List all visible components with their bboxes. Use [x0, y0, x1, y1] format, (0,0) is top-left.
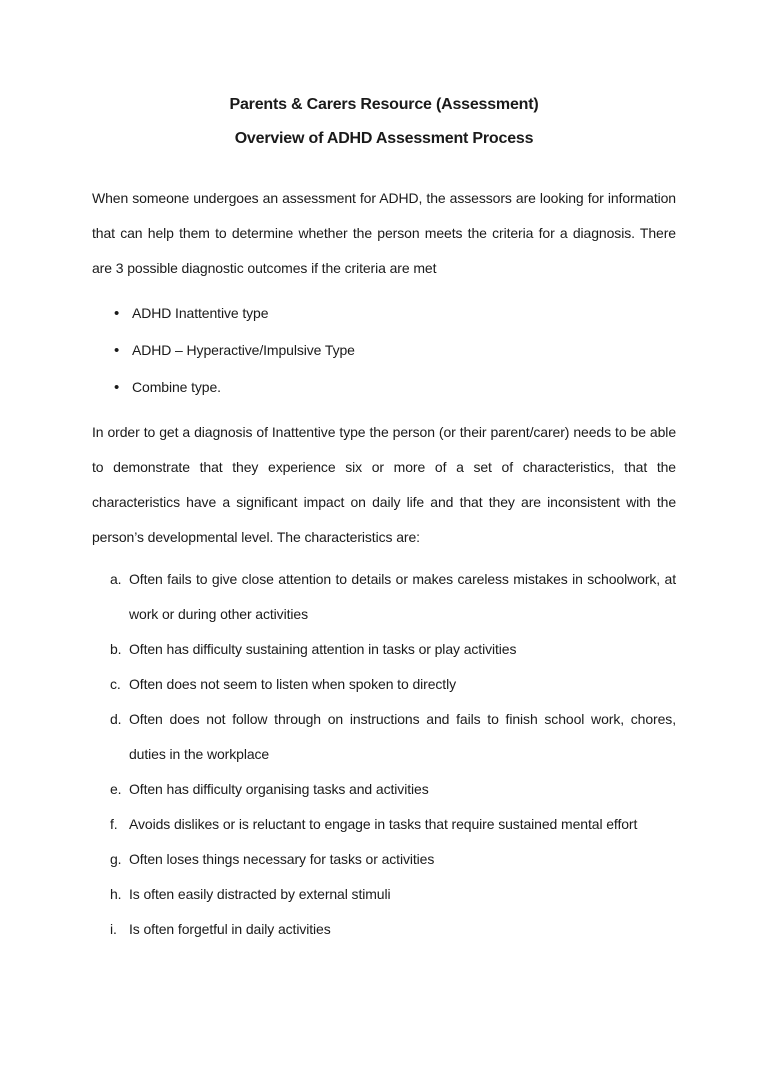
item-text: Often does not seem to listen when spoken to directly: [129, 676, 456, 692]
item-text: Is often forgetful in daily activities: [129, 921, 331, 937]
item-letter: i.: [110, 921, 117, 937]
list-item-label: ADHD – Hyperactive/Impulsive Type: [132, 342, 355, 358]
list-item: [92, 632, 676, 667]
criteria-paragraph: In order to get a diagnosis of Inattentive type the person (or their parent/carer) needs to be able to demonstrate that they experience six or more of a set of characteristics, that the characteristics have a significant impact on daily life and that they are inconsistent with the person’s developmental level. The characteristics are:: [92, 424, 676, 545]
list-item: [92, 295, 676, 332]
list-item: [92, 332, 676, 369]
item-text: Often fails to give close attention to details or makes careless mistakes in schoolwork, at work or during other activities: [129, 571, 676, 622]
list-item: [92, 807, 676, 842]
item-text: Often has difficulty sustaining attention in tasks or play activities: [129, 641, 517, 657]
list-item: [92, 912, 676, 947]
item-letter: b.: [110, 641, 122, 657]
list-item: [92, 877, 676, 912]
list-item: [92, 369, 676, 406]
item-letter: g.: [110, 851, 122, 867]
bullet-icon: [114, 369, 132, 406]
item-text: Is often easily distracted by external stimuli: [129, 886, 391, 902]
list-item: [92, 667, 676, 702]
page-title-line-2: Overview of ADHD Assessment Process: [234, 130, 534, 147]
intro-paragraph: When someone undergoes an assessment for ADHD, the assessors are looking for information that can help them to determine whether the person meets the criteria for a diagnosis. There are 3 possible diagnostic outcomes if the criteria are met: [92, 190, 676, 276]
diagnostic-outcomes-list: [92, 295, 676, 406]
item-text: Often does not follow through on instructions and fails to finish school work, chores, duties in the workplace: [129, 711, 676, 762]
item-letter: c.: [110, 676, 121, 692]
bullet-icon: [114, 332, 132, 369]
list-item: [92, 562, 676, 632]
item-text: Avoids dislikes or is reluctant to engage in tasks that require sustained mental effort: [129, 816, 638, 832]
item-text: Often has difficulty organising tasks and activities: [129, 781, 429, 797]
item-letter: f.: [110, 816, 118, 832]
list-item-label: ADHD Inattentive type: [132, 305, 269, 321]
list-item-label: Combine type.: [132, 379, 221, 395]
item-letter: h.: [110, 886, 122, 902]
document-title-block: [92, 88, 676, 156]
item-text: Often loses things necessary for tasks or activities: [129, 851, 435, 867]
list-item: [92, 842, 676, 877]
item-letter: e.: [110, 781, 122, 797]
characteristics-list: [92, 562, 676, 947]
list-item: [92, 702, 676, 772]
item-letter: a.: [110, 571, 122, 587]
page-title-line-1: Parents & Carers Resource (Assessment): [229, 96, 539, 113]
bullet-icon: [114, 295, 132, 332]
item-letter: d.: [110, 711, 122, 727]
list-item: [92, 772, 676, 807]
